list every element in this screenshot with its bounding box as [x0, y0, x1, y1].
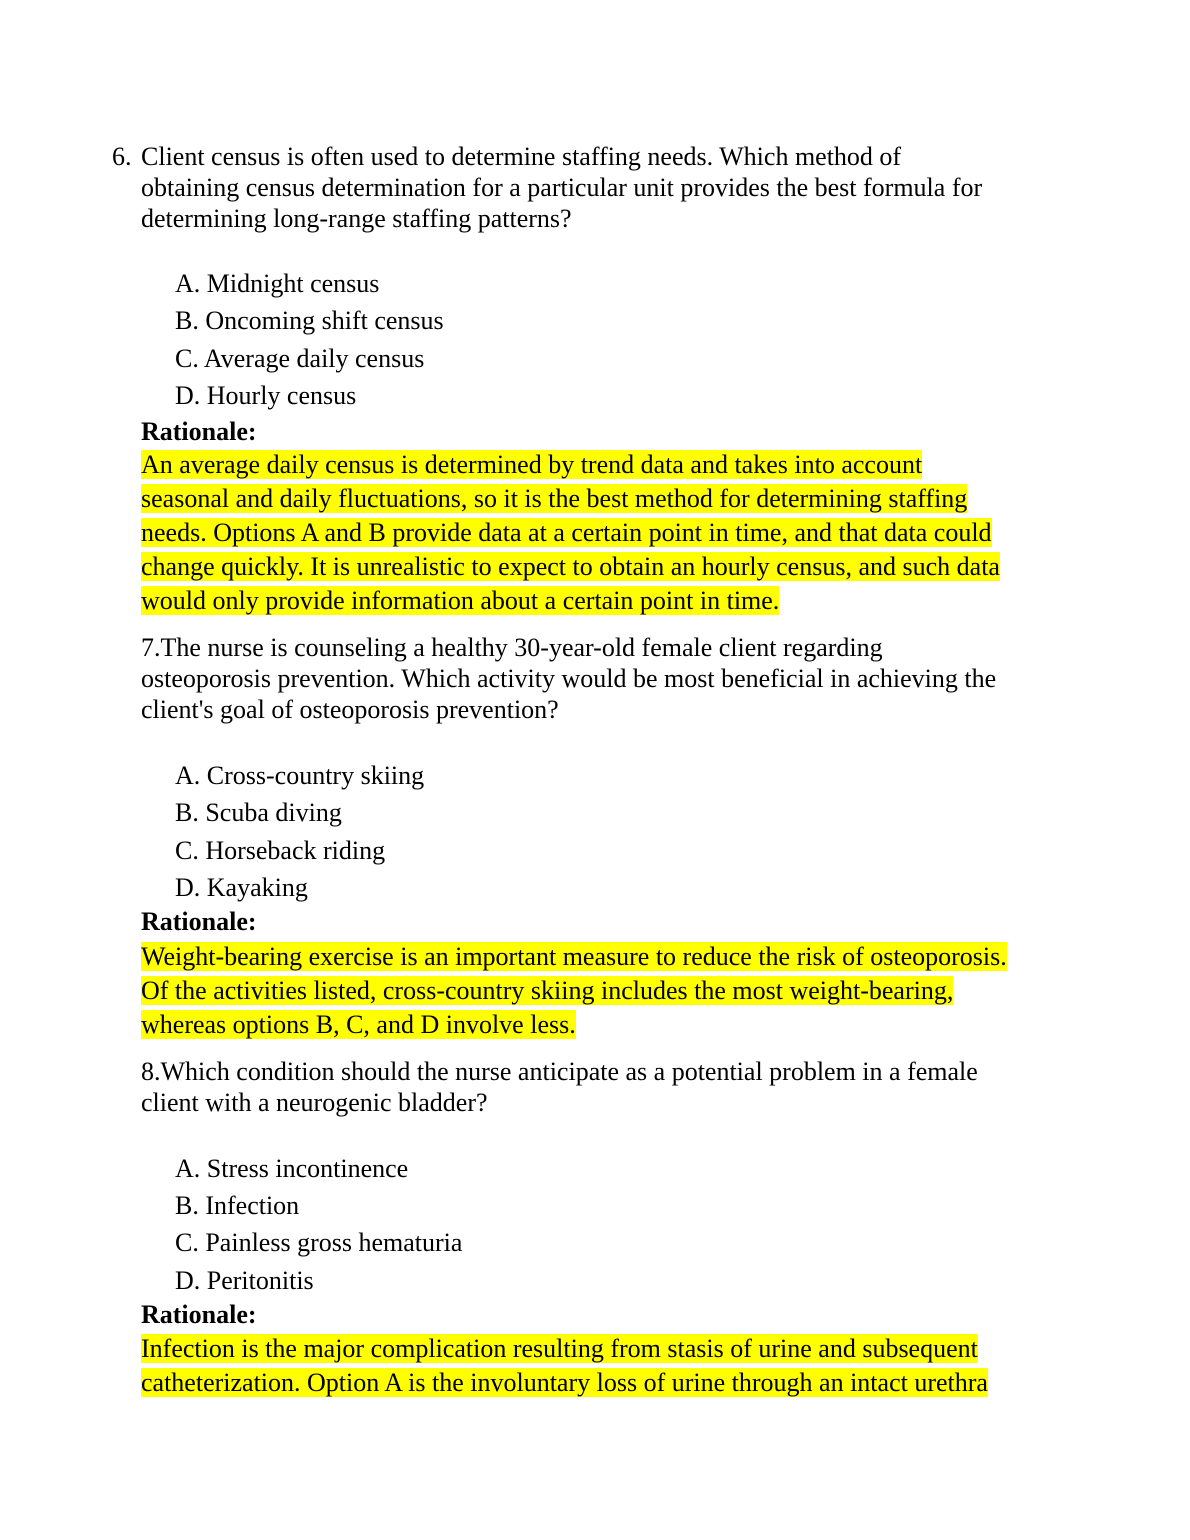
question-line: client with a neurogenic bladder? — [141, 1088, 488, 1117]
option-d: D. Kayaking — [175, 873, 308, 902]
question-line: Client census is often used to determine staffing needs. Which method of — [141, 142, 902, 171]
option-c: C. Painless gross hematuria — [175, 1228, 463, 1257]
rationale-line: Of the activities listed, cross-country skiing includes the most weight-bearing, — [141, 976, 954, 1005]
rationale-line: Weight-bearing exercise is an important measure to reduce the risk of osteoporosis. — [141, 942, 1007, 971]
rationale-line: catheterization. Option A is the involuntary loss of urine through an intact urethra — [141, 1368, 988, 1397]
option-a: A. Stress incontinence — [175, 1154, 409, 1183]
question-line: obtaining census determination for a particular unit provides the best formula for — [141, 173, 983, 202]
option-d: D. Hourly census — [175, 381, 357, 410]
rationale-line: An average daily census is determined by trend data and takes into account — [141, 450, 923, 479]
question-line: osteoporosis prevention. Which activity would be most beneficial in achieving the — [141, 664, 997, 693]
option-b: B. Scuba diving — [175, 798, 342, 827]
rationale-label: Rationale: — [141, 1300, 257, 1329]
rationale-label: Rationale: — [141, 907, 257, 936]
option-c: C. Horseback riding — [175, 836, 386, 865]
question-text — [141, 1056, 978, 1118]
rationale-line: would only provide information about a certain point in time. — [141, 586, 780, 615]
option-a: A. Cross-country skiing — [175, 761, 425, 790]
question-line: 7.The nurse is counseling a healthy 30-year-old female client regarding — [141, 633, 883, 662]
question-text — [141, 141, 982, 234]
rationale-label: Rationale: — [141, 417, 257, 446]
option-b: B. Infection — [175, 1191, 300, 1220]
rationale-line: change quickly. It is unrealistic to expect to obtain an hourly census, and such data — [141, 552, 1000, 581]
option-b: B. Oncoming shift census — [175, 306, 444, 335]
question-line: determining long-range staffing patterns? — [141, 204, 572, 233]
rationale-line: seasonal and daily fluctuations, so it is the best method for determining staffing — [141, 484, 968, 513]
question-line: 8.Which condition should the nurse anticipate as a potential problem in a female — [141, 1057, 978, 1086]
rationale-line: whereas options B, C, and D involve less. — [141, 1010, 576, 1039]
option-c: C. Average daily census — [175, 344, 425, 373]
question-line: client's goal of osteoporosis prevention? — [141, 695, 559, 724]
rationale-line: needs. Options A and B provide data at a certain point in time, and that data could — [141, 518, 992, 547]
rationale-line: Infection is the major complication resulting from stasis of urine and subsequent — [141, 1334, 978, 1363]
option-d: D. Peritonitis — [175, 1266, 314, 1295]
question-number: 6. — [112, 142, 132, 171]
question-number: 7. — [141, 633, 161, 662]
question-number: 8. — [141, 1057, 161, 1086]
question-text — [141, 632, 996, 725]
option-a: A. Midnight census — [175, 269, 380, 298]
